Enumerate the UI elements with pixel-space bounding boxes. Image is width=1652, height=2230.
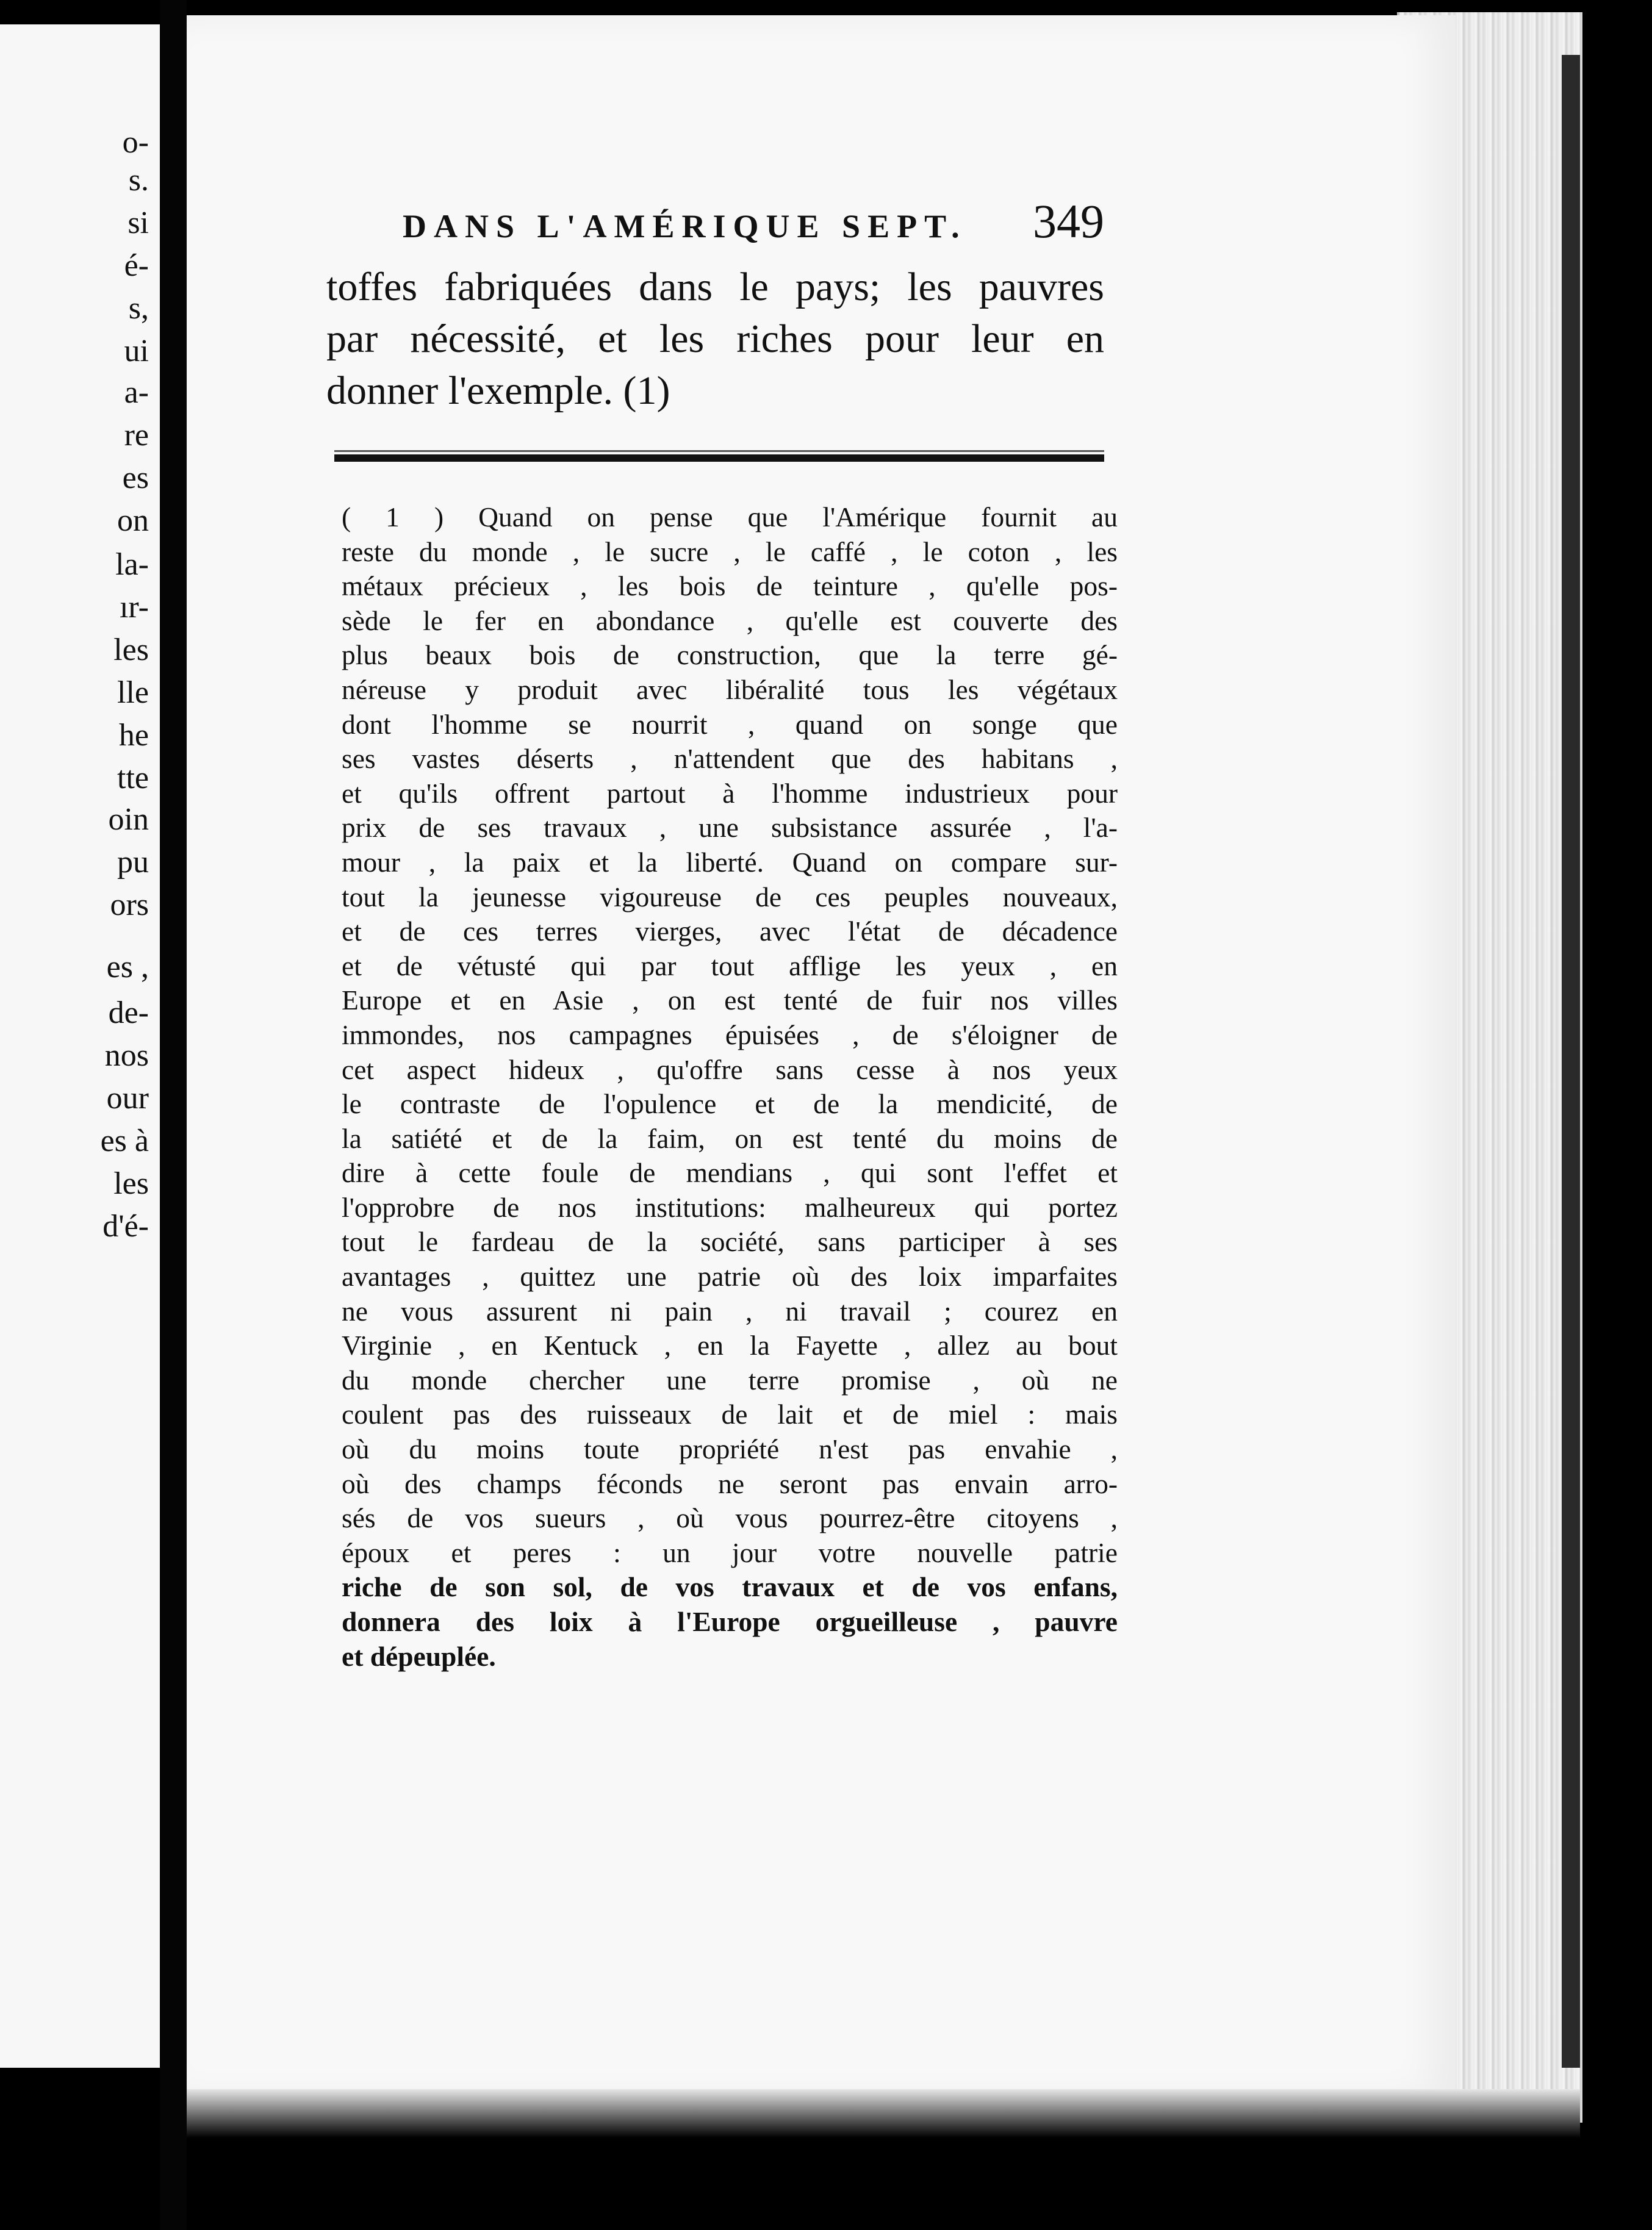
- footnote-line: dire à cette foule de mendians , qui sont l'effet et: [342, 1157, 1118, 1189]
- footnote-line: époux et peres : un jour votre nouvelle patrie: [342, 1536, 1118, 1568]
- left-page-fragment: on: [117, 503, 149, 538]
- page-number: 349: [1033, 195, 1104, 248]
- footnote-line: coulent pas des ruisseaux de lait et de miel : mais: [342, 1399, 1118, 1430]
- footnote-line: Virginie , en Kentuck , en la Fayette , allez au bout: [342, 1330, 1118, 1361]
- footnote-line: dont l'homme se nourrit , quand on songe que: [342, 708, 1118, 740]
- footnote-line: la satiété et de la faim, on est tenté du moins de: [342, 1122, 1118, 1154]
- left-page-fragment: oin: [108, 802, 149, 837]
- left-page-fragment: a-: [124, 375, 149, 410]
- left-page-fragment: es ,: [106, 950, 149, 984]
- footnote-line: le contraste de l'opulence et de la mendicité, de: [342, 1088, 1118, 1120]
- left-page-fragment: s,: [128, 291, 149, 326]
- footnote-line: sés de vos sueurs , où vous pourrez-être citoyens ,: [342, 1502, 1118, 1534]
- left-page-fragment: he: [118, 718, 149, 753]
- left-page-fragment: our: [106, 1081, 149, 1116]
- main-text-line: par nécessité, et les riches pour leur en: [326, 317, 1104, 361]
- footnote-line: plus beaux bois de construction, que la terre gé-: [342, 639, 1118, 671]
- left-page-fragment: tte: [117, 761, 149, 795]
- left-page-fragment: es à: [100, 1124, 149, 1158]
- footnote-line: l'opprobre de nos institutions: malheureux qui portez: [342, 1191, 1118, 1223]
- left-page-fragment: ır-: [119, 590, 149, 625]
- footnote-line: ne vous assurent ni pain , ni travail ; courez en: [342, 1295, 1118, 1327]
- main-text-line: donner l'exemple. (1): [326, 368, 670, 413]
- footnote-line: sède le fer en abondance , qu'elle est couverte des: [342, 604, 1118, 636]
- footnote-line: reste du monde , le sucre , le caffé , le coton , les: [342, 536, 1118, 567]
- main-text-line: toffes fabriquées dans le pays; les pauvres: [326, 265, 1104, 309]
- footnote-rule-thin: [334, 450, 1104, 452]
- footnote-line: Europe et en Asie , on est tenté de fuir nos villes: [342, 984, 1118, 1016]
- left-page: [0, 24, 162, 2068]
- left-page-fragment: de-: [108, 995, 149, 1030]
- footnote-line: où des champs féconds ne seront pas envain arro-: [342, 1468, 1118, 1499]
- left-page-fragment: les: [113, 1166, 149, 1201]
- left-page-fragment: si: [127, 206, 149, 240]
- footnote-line: donnera des loix à l'Europe orgueilleuse , pauvre: [342, 1606, 1118, 1637]
- footnote-line: néreuse y produit avec libéralité tous les végétaux: [342, 673, 1118, 705]
- footnote-line: cet aspect hideux , qu'offre sans cesse à nos yeux: [342, 1053, 1118, 1085]
- footnote-line: et de vétusté qui par tout afflige les yeux , en: [342, 950, 1118, 981]
- left-page-fragment: nos: [104, 1038, 149, 1073]
- running-head-title: DANS L'AMÉRIQUE SEPT.: [403, 208, 967, 245]
- footnote-line: et dépeuplée.: [342, 1640, 496, 1672]
- footnote-line: et qu'ils offrent partout à l'homme industrieux pour: [342, 777, 1118, 809]
- footnote-line: prix de ses travaux , une subsistance assurée , l'a-: [342, 812, 1118, 844]
- left-page-fragment: o-: [122, 125, 149, 160]
- footnote-line: où du moins toute propriété n'est pas envahie ,: [342, 1433, 1118, 1465]
- footnote-line: mour , la paix et la liberté. Quand on compare sur-: [342, 846, 1118, 878]
- page-edge-shadow: [1562, 55, 1580, 2068]
- footnote-line: et de ces terres vierges, avec l'état de décadence: [342, 916, 1118, 947]
- footnote-line: riche de son sol, de vos travaux et de vos enfans,: [342, 1571, 1118, 1603]
- footnote-line: métaux précieux , les bois de teinture , qu'elle pos-: [342, 570, 1118, 602]
- running-head: [403, 194, 1104, 261]
- footnote-line: tout la jeunesse vigoureuse de ces peuples nouveaux,: [342, 881, 1118, 912]
- left-page-fragment: é-: [124, 248, 149, 283]
- left-page-fragment: la-: [115, 547, 149, 582]
- footnote-line: ses vastes déserts , n'attendent que des habitans ,: [342, 743, 1118, 775]
- footnote-line: tout le fardeau de la société, sans participer à ses: [342, 1226, 1118, 1258]
- left-page-fragment: ui: [124, 334, 149, 368]
- page-bottom-shadow: [187, 2089, 1580, 2138]
- left-page-fragment: s.: [128, 163, 149, 198]
- book-gutter: [160, 0, 187, 2230]
- left-page-fragment: ors: [110, 887, 149, 922]
- left-page-fragment: pu: [117, 845, 149, 880]
- main-text: [326, 261, 1104, 417]
- left-page-fragment: d'é-: [102, 1209, 149, 1244]
- footnote-line: avantages , quittez une patrie où des loix imparfaites: [342, 1261, 1118, 1292]
- footnote-line: du monde chercher une terre promise , où ne: [342, 1364, 1118, 1396]
- left-page-fragment: les: [113, 633, 149, 667]
- left-page-fragment: lle: [117, 675, 149, 710]
- footnote-rule: [334, 454, 1104, 462]
- left-page-fragment: es: [122, 461, 149, 495]
- left-page-fragment: re: [124, 418, 149, 453]
- footnote-line: immondes, nos campagnes épuisées , de s'éloigner de: [342, 1019, 1118, 1050]
- footnote-line: ( 1 ) Quand on pense que l'Amérique fournit au: [342, 501, 1118, 532]
- footnote: [342, 500, 1118, 1674]
